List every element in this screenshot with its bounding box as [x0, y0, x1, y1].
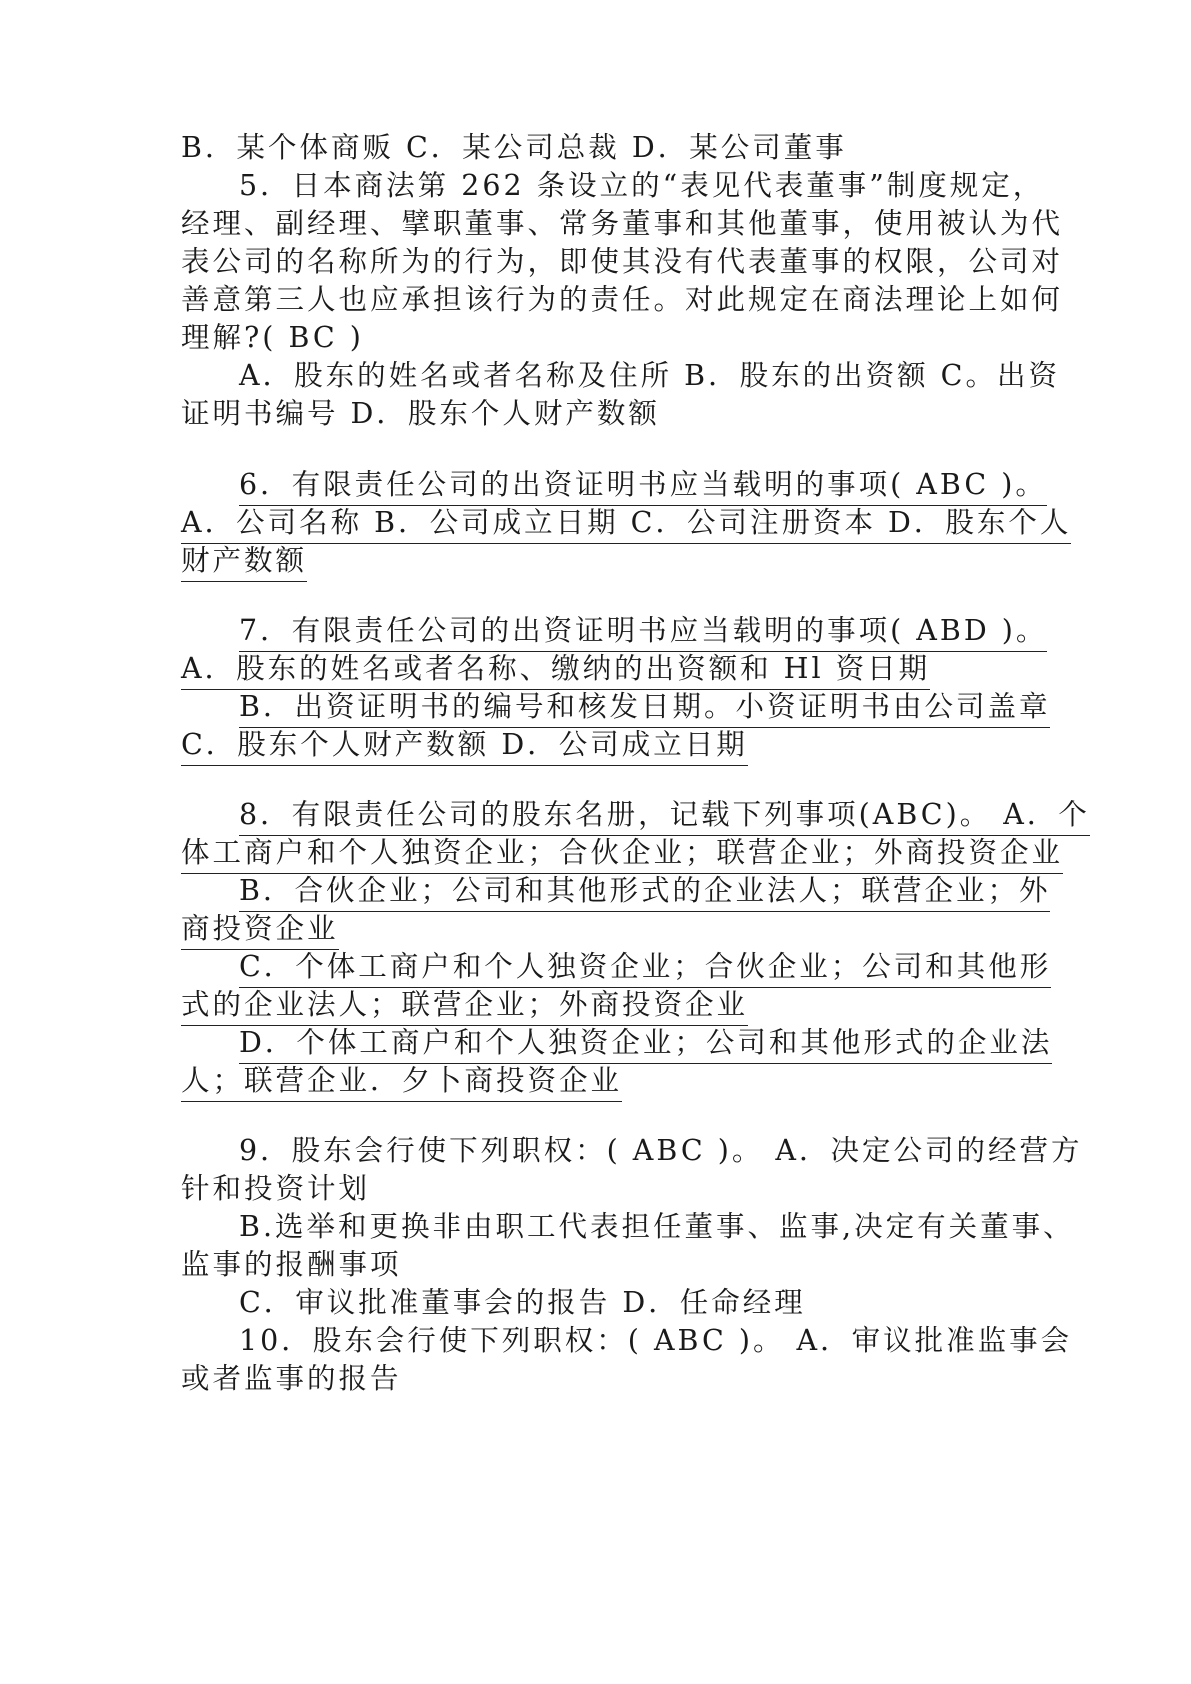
option-line: B.选举和更换非由职工代表担任董事、监事,决定有关董事、: [239, 1210, 1075, 1243]
text-line: 式的企业法人；联营企业；外商投资企业: [181, 985, 748, 1026]
question-10-text: 10．股东会行使下列职权：( ABC )。 A．审议批准监事会: [239, 1324, 1073, 1357]
text-line: 监事的报酬事项: [181, 1248, 402, 1281]
option-line: D．个体工商户和个人独资企业；公司和其他形式的企业法: [239, 1023, 1052, 1064]
text-line: 针和投资计划: [181, 1172, 371, 1205]
text-line: 人；联营企业．夕卜商投资企业: [181, 1061, 622, 1102]
option-line: A．公司名称 B．公司成立日期 C．公司注册资本 D．股东个人: [181, 503, 1071, 544]
option-line: C．审议批准董事会的报告 D．任命经理: [239, 1286, 806, 1319]
question-8-text: 8．有限责任公司的股东名册，记载下列事项(ABC)。 A．个: [239, 795, 1090, 836]
text-line: 商投资企业: [181, 909, 339, 950]
text-line: 财产数额: [181, 541, 307, 582]
option-line: B．合伙企业；公司和其他形式的企业法人；联营企业；外: [239, 871, 1050, 912]
option-line: C．股东个人财产数额 D．公司成立日期: [181, 725, 748, 766]
text-line: 理解?( BC ): [181, 321, 364, 354]
option-line: 体工商户和个人独资企业；合伙企业；联营企业；外商投资企业: [181, 833, 1063, 874]
text-line: 或者监事的报告: [181, 1362, 402, 1395]
option-line: B．出资证明书的编号和核发日期。小资证明书由公司盖章: [239, 687, 1050, 728]
text-line: 表公司的名称所为的行为，即使其没有代表董事的权限，公司对: [181, 245, 1064, 278]
question-9-text: 9．股东会行使下列职权：( ABC )。 A．决定公司的经营方: [239, 1134, 1083, 1167]
text-line: 证明书编号 D．股东个人财产数额: [181, 397, 660, 430]
option-line: C．个体工商户和个人独资企业；合伙企业；公司和其他形: [239, 947, 1051, 988]
text-line: B．某个体商贩 C．某公司总裁 D．某公司董事: [181, 131, 847, 164]
question-5-text: 5．日本商法第 262 条设立的“表见代表董事”制度规定，: [239, 169, 1045, 202]
question-6-text: 6．有限责任公司的出资证明书应当载明的事项( ABC )。: [239, 465, 1047, 506]
question-7-text: 7．有限责任公司的出资证明书应当载明的事项( ABD )。: [239, 611, 1047, 652]
option-line: A．股东的姓名或者名称、缴纳的出资额和 Hl 资日期: [181, 649, 930, 690]
text-line: 经理、副经理、擘职董事、常务董事和其他董事，使用被认为代: [181, 207, 1064, 240]
text-line: 善意第三人也应承担该行为的责任。对此规定在商法理论上如何: [181, 283, 1064, 316]
option-line: A．股东的姓名或者名称及住所 B．股东的出资额 C。出资: [239, 359, 1060, 392]
